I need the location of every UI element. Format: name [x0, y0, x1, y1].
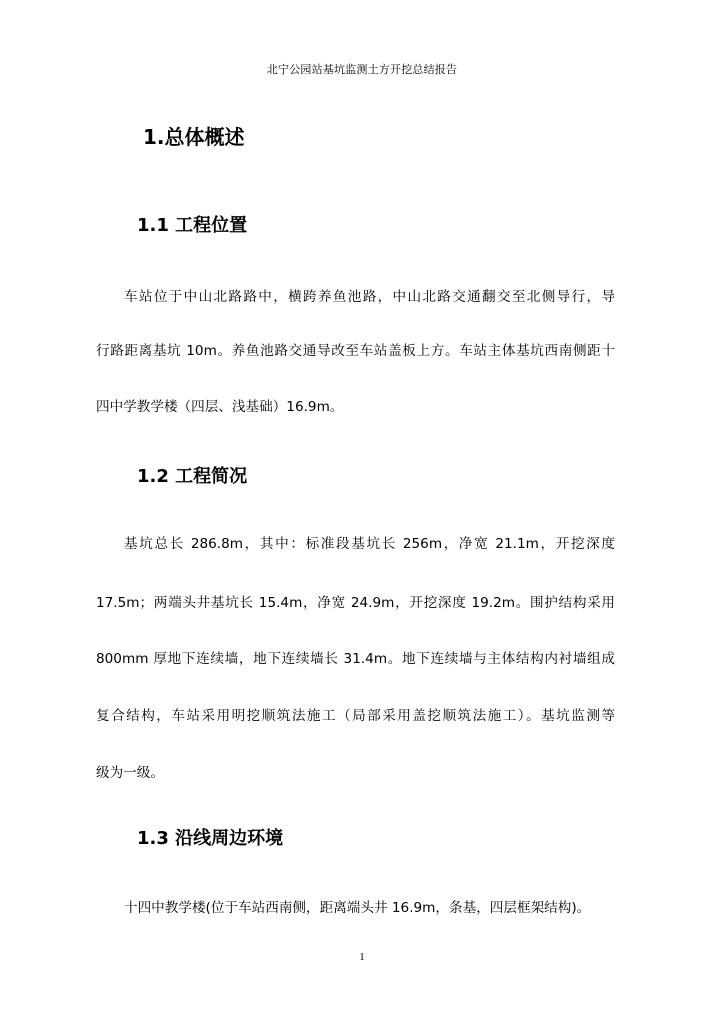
paragraph-line: 级为一级。 [96, 765, 164, 781]
paragraph-line: 行路距离基坑 10m。养鱼池路交通导改至车站盖板上方。车站主体基坑西南侧距十 [96, 343, 615, 359]
section-1-2-heading: 1.2 工程简况 [137, 466, 248, 487]
paragraph-line: 四中学教学楼（四层、浅基础）16.9m。 [96, 399, 344, 415]
section-1-heading: 1.总体概述 [143, 125, 245, 149]
page-header: 北宁公园站基坑监测土方开挖总结报告 [266, 63, 458, 76]
paragraph-line: 800mm 厚地下连续墙，地下连续墙长 31.4m。地下连续墙与主体结构内衬墙组成 [96, 651, 615, 667]
paragraph-line: 十四中教学楼(位于车站西南侧，距离端头井 16.9m，条基，四层框架结构)。 [124, 900, 591, 916]
header-rule [96, 80, 628, 81]
page-number: 1 [359, 951, 365, 963]
paragraph-line: 复合结构，车站采用明挖顺筑法施工（局部采用盖挖顺筑法施工）。基坑监测等 [96, 708, 615, 724]
paragraph-line: 基坑总长 286.8m，其中：标准段基坑长 256m，净宽 21.1m，开挖深度 [124, 536, 615, 552]
section-1-3-heading: 1.3 沿线周边环境 [137, 828, 284, 849]
paragraph-line: 车站位于中山北路路中，横跨养鱼池路，中山北路交通翻交至北侧导行，导 [124, 289, 615, 305]
section-1-1-heading: 1.1 工程位置 [137, 215, 248, 236]
paragraph-line: 17.5m；两端头井基坑长 15.4m，净宽 24.9m，开挖深度 19.2m。围护结构采用 [96, 595, 615, 611]
